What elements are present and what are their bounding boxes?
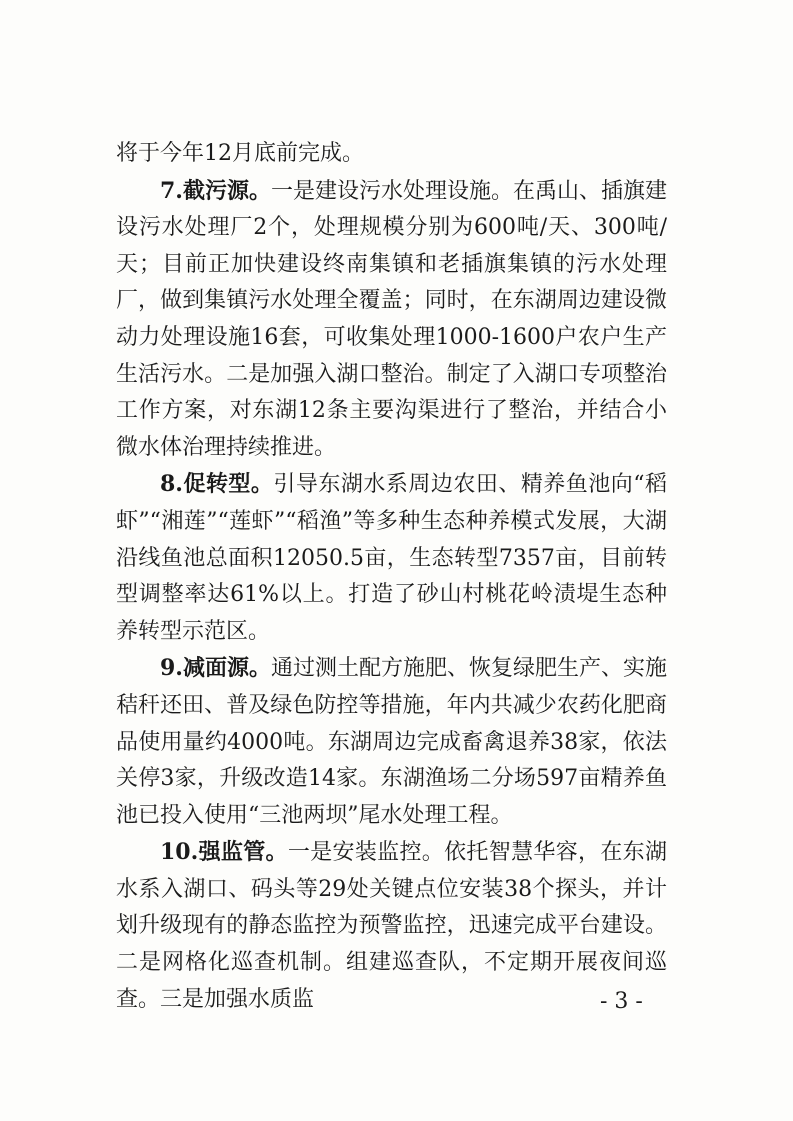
paragraph-continuation: [116, 135, 667, 173]
paragraph-text: 一是安装监控。依托智慧华容，在东湖水系入湖口、码头等29处关键点位安装38个探头，并计划升级现有的静态监控为预警监控，迅速完成平台建设。二是网格化巡查机制。组建巡查队，不定期开展夜间巡查。三是加强水质监: [116, 840, 667, 1012]
paragraph-strengthen-supervision: [116, 834, 667, 1018]
paragraph-heading: 7.截污源。: [160, 177, 271, 204]
paragraph-reduce-nonpoint-source: [116, 650, 667, 834]
paragraph-intercept-pollution: [116, 173, 667, 467]
paragraph-heading: 8.促转型。: [160, 471, 274, 498]
document-body: [116, 135, 667, 1018]
paragraph-text: 一是建设污水处理设施。在禹山、插旗建设污水处理厂2个，处理规模分别为600吨/天、300吨/天；目前正加快建设终南集镇和老插旗集镇的污水处理厂，做到集镇污水处理全覆盖；同时，在东湖周边建设微动力处理设施16套，可收集处理1000-1600户农户生产生活污水。二是加强入湖口整治。制定了入湖口专项整治工作方案，对东湖12条主要沟渠进行了整治，并结合小微水体治理持续推进。: [116, 178, 667, 460]
paragraph-text: 将于今年12月底前完成。: [116, 141, 364, 166]
paragraph-heading: 9.减面源。: [160, 655, 271, 682]
page-number: - 3 -: [600, 989, 643, 1014]
paragraph-promote-transformation: [116, 466, 667, 650]
paragraph-text: 引导东湖水系周边农田、精养鱼池向“稻虾”“湘莲”“莲虾”“稻渔”等多种生态种养模式发展，大湖沿线鱼池总面积12050.5亩，生态转型7357亩，目前转型调整率达61%以上。打造了砂山村桃花岭渍堤生态种养转型示范区。: [116, 472, 668, 644]
paragraph-text: 通过测土配方施肥、恢复绿肥生产、实施秸秆还田、普及绿色防控等措施，年内共减少农药化肥商品使用量约4000吨。东湖周边完成畜禽退养38家，依法关停3家，升级改造14家。东湖渔场二分场597亩精养鱼池已投入使用“三池两坝”尾水处理工程。: [116, 656, 667, 828]
paragraph-heading: 10.强监管。: [160, 839, 288, 866]
